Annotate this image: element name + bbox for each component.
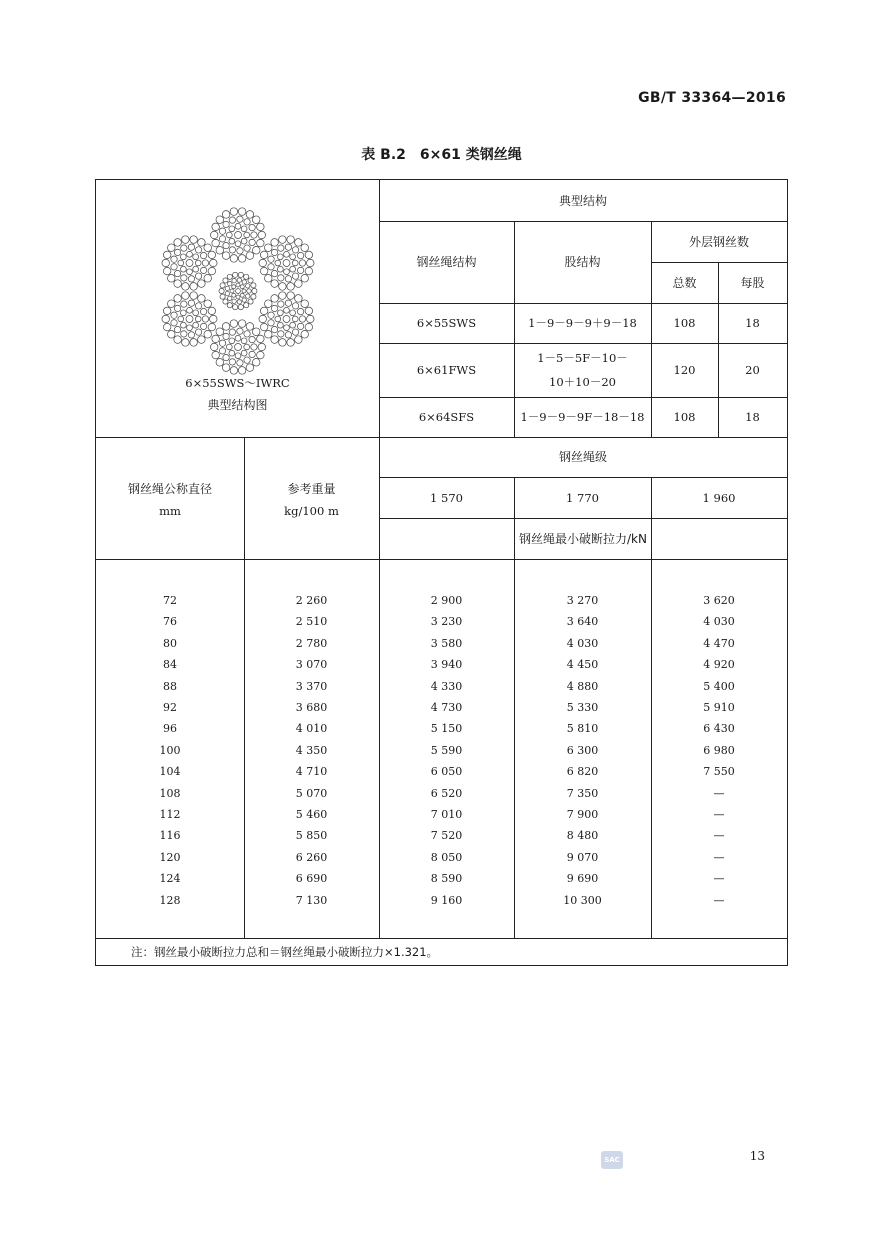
diameter-value: 128 [159,893,181,907]
weight-value: 4 010 [295,722,328,736]
force-1960-value: — [713,808,725,822]
structure-row-1-total: 108 [673,316,696,330]
typical-structure-title: 典型结构 [558,193,607,208]
structure-row-2-rope: 6×61FWS [416,363,477,377]
col-rope-structure: 钢丝绳结构 [416,255,477,269]
col-diameter-1: 钢丝绳公称直径 [127,482,212,496]
force-1960-value: 6 980 [703,743,735,757]
figure-caption-1: 6×55SWS～IWRC [185,376,290,390]
force-1960-value: — [713,829,725,843]
force-1960-value: 4 920 [703,658,735,672]
diameter-value: 104 [159,765,181,779]
force-1960-value: 5 910 [703,701,735,715]
force-1570-value: 3 580 [430,636,463,650]
weight-value: 5 850 [295,829,328,843]
weight-value: 2 260 [295,594,328,607]
force-1770-value: 4 030 [566,636,599,650]
weight-value: 4 350 [295,743,328,757]
force-1570-value: 2 900 [430,594,463,607]
structure-row-3-rope: 6×64SFS [418,410,475,424]
weight-value: 7 130 [295,893,328,907]
min-break-title: 钢丝绳最小破断拉力/kN [519,531,647,546]
force-1570-value: 7 520 [430,829,463,843]
force-1960-value: — [713,850,725,864]
structure-row-2-strand-1: 1－5－5F－10－ [537,351,628,365]
force-1960-column [651,590,787,911]
sac-logo: SAC [601,1151,623,1169]
weight-value: 2 780 [295,636,328,650]
force-1570-value: 3 940 [430,658,463,672]
force-1960-value: — [713,893,725,907]
force-1770-value: 4 450 [566,658,599,672]
weight-value: 4 710 [295,765,328,779]
force-1570-value: 8 590 [430,872,463,886]
weight-value: 3 680 [295,701,328,715]
force-1770-value: 6 300 [566,743,599,757]
force-1960-value: 5 400 [703,679,735,693]
force-1770-value: 10 300 [563,893,602,907]
diameter-value: 72 [163,594,177,607]
diameter-value: 96 [163,722,177,736]
diameter-value: 84 [163,658,177,672]
force-1570-value: 9 160 [430,893,463,907]
force-1960-value: 4 470 [703,636,735,650]
structure-row-2-total: 120 [673,363,696,377]
force-1570-column [379,590,514,911]
force-1960-value: 6 430 [703,722,735,736]
diameter-value: 100 [159,743,181,757]
force-1570-value: 3 230 [430,615,463,629]
diameter-value: 120 [159,850,181,864]
force-1960-value: 4 030 [703,615,735,629]
weight-column [244,590,379,911]
force-1960-value: 7 550 [703,765,735,779]
diameter-value: 80 [163,636,177,650]
table-note: 注：钢丝最小破断拉力总和＝钢丝绳最小破断拉力×1.321。 [131,944,439,959]
force-1770-value: 5 330 [566,701,599,715]
diameter-value: 88 [163,679,177,693]
figure-caption-2: 典型结构图 [207,398,268,412]
weight-value: 3 370 [295,679,328,693]
structure-row-3-total: 108 [673,410,696,424]
grade-1960: 1 960 [702,490,736,505]
page-number: 13 [749,1149,765,1163]
col-weight-1: 参考重量 [287,482,336,496]
structure-row-3-per-strand: 18 [745,410,760,424]
force-1570-value: 5 590 [430,743,463,757]
diameter-column [96,590,244,911]
col-diameter-2: mm [159,504,181,518]
weight-value: 2 510 [295,615,328,629]
table-title: 表 B.2 6×61 类钢丝绳 [361,147,522,163]
wire-rope-cross-section-figure [146,206,331,376]
structure-row-1-rope: 6×55SWS [416,316,477,330]
diameter-value: 124 [159,872,181,886]
force-1570-value: 4 330 [430,679,463,693]
force-1570-value: 4 730 [430,701,463,715]
force-1570-value: 6 050 [430,765,463,779]
force-1570-value: 7 010 [430,808,463,822]
force-1570-value: 6 520 [430,786,463,800]
col-outer-wires: 外层钢丝数 [688,234,749,249]
diameter-value: 108 [159,786,181,800]
force-1770-value: 4 880 [566,679,599,693]
structure-row-2-per-strand: 20 [745,363,760,377]
rope-table [95,179,788,966]
grade-title: 钢丝绳级 [558,450,607,464]
weight-value: 6 260 [295,850,328,864]
force-1770-value: 3 640 [566,615,599,629]
force-1570-value: 5 150 [430,722,463,736]
force-1770-column [514,590,651,911]
structure-row-1-strand: 1－9－9－9＋9－18 [528,316,637,330]
force-1770-value: 3 270 [566,594,599,607]
force-1960-value: 3 620 [703,594,735,607]
weight-value: 3 070 [295,658,328,672]
force-1770-value: 7 350 [566,786,599,800]
diameter-value: 112 [159,808,181,822]
force-1770-value: 6 820 [566,765,599,779]
structure-row-1-per-strand: 18 [745,316,760,330]
col-weight-2: kg/100 m [284,504,339,518]
grade-1770: 1 770 [566,490,599,505]
weight-value: 5 070 [295,786,328,800]
standard-code: GB/T 33364—2016 [638,90,786,106]
diameter-value: 92 [163,701,177,715]
force-1960-value: — [713,786,725,800]
force-1770-value: 7 900 [566,808,599,822]
diameter-value: 76 [163,615,177,629]
weight-value: 6 690 [295,872,328,886]
col-strand-structure: 股结构 [564,255,601,269]
col-per-strand: 每股 [740,275,765,290]
force-1770-value: 9 690 [566,872,599,886]
force-1960-value: — [713,872,725,886]
diameter-value: 116 [159,829,181,843]
grade-1570: 1 570 [430,490,463,505]
force-1770-value: 8 480 [566,829,599,843]
force-1570-value: 8 050 [430,850,463,864]
col-total: 总数 [672,275,697,290]
force-1770-value: 5 810 [566,722,599,736]
force-1770-value: 9 070 [566,850,599,864]
weight-value: 5 460 [295,808,328,822]
structure-row-2-strand-2: 10＋10－20 [549,375,616,389]
structure-row-3-strand: 1－9－9－9F－18－18 [520,410,645,424]
